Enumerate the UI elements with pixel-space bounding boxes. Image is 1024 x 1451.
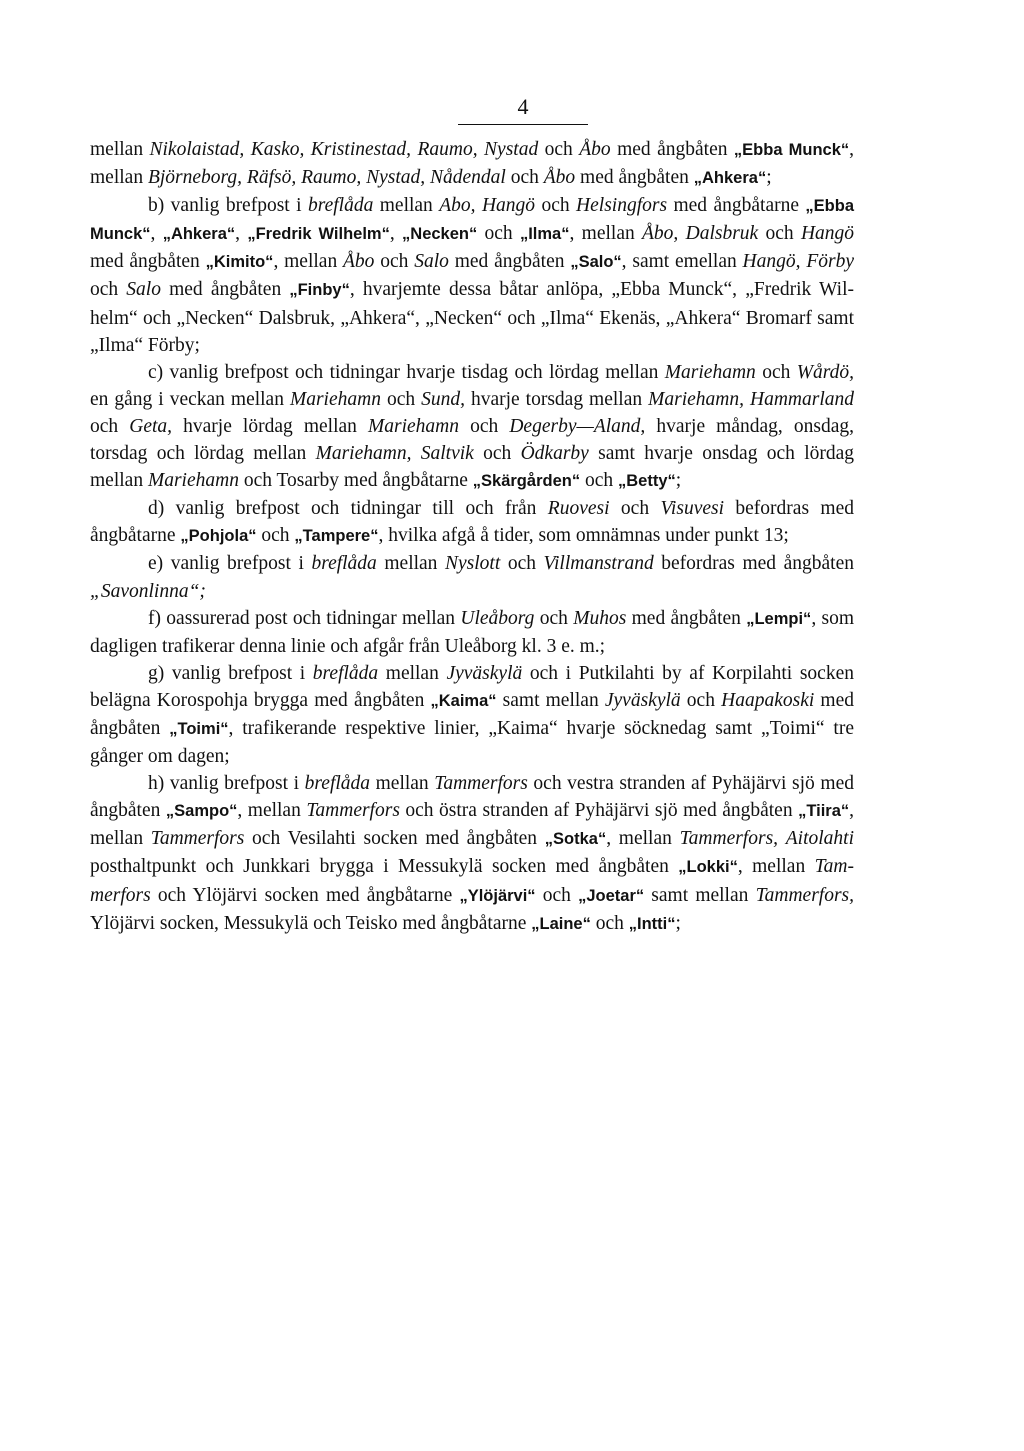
italic-text: Tammerfors — [306, 800, 400, 822]
text-run: , — [389, 223, 403, 245]
vessel-name: „Lempi“ — [746, 609, 812, 628]
text-run: och — [477, 223, 520, 245]
italic-text: breflåda — [307, 195, 374, 217]
vessel-name: „Ilma“ — [519, 225, 570, 244]
italic-text: Nystad — [484, 139, 539, 160]
vessel-name: „Joetar“ — [578, 886, 645, 905]
text-run: mellan — [378, 662, 447, 684]
text-run: mellan — [370, 773, 435, 795]
text-run — [678, 223, 685, 244]
italic-text: Kasko, — [250, 139, 305, 160]
italic-text: Tammerfors — [90, 856, 854, 906]
paragraph — [90, 359, 854, 495]
italic-text: Ödkarby — [520, 443, 589, 465]
text-run: samt mellan — [644, 884, 756, 906]
text-run: och — [374, 251, 415, 273]
vessel-name: „Ebba Munck“ — [90, 197, 855, 244]
text-run: , trafikerande respektive linier, „Kaima“ hvarje söcknedag samt „Toimi“ tre gånger om dagen; — [90, 717, 854, 768]
text-run — [411, 443, 420, 464]
text-run: och — [609, 498, 661, 520]
vessel-name: „Toimi“ — [169, 719, 229, 738]
text-run: med ångbåten — [610, 139, 734, 160]
italic-text: breflåda — [304, 773, 371, 795]
text-run: b) vanlig brefpost i — [148, 195, 308, 217]
text-run: c) vanlig brefpost och tidningar hvarje tisdag och lördag mellan — [148, 361, 665, 383]
text-run: med ångbåten — [90, 689, 855, 739]
text-run: och — [535, 884, 579, 906]
italic-text: Degerby—Aland, — [509, 415, 646, 437]
vessel-name: „Kaima“ — [430, 691, 497, 710]
italic-text: breflåda — [312, 662, 379, 684]
italic-text: Mariehamn — [289, 388, 381, 410]
italic-text: Aitolahti — [785, 828, 854, 850]
italic-text: Haapakoski — [721, 689, 815, 711]
page-header — [458, 96, 588, 125]
italic-text: Åbo — [343, 251, 375, 273]
vessel-name: „Salo“ — [570, 253, 622, 272]
italic-text: Nikolaistad, — [149, 139, 245, 160]
text-run: mellan — [376, 553, 445, 575]
text-run: ; — [766, 167, 772, 189]
italic-text: Åbo — [543, 167, 576, 189]
italic-text: Nystad, — [366, 167, 426, 189]
paragraph — [90, 770, 854, 938]
text-run: med ångbåtarne — [667, 195, 806, 217]
italic-text: Hammarland — [750, 388, 855, 410]
text-run: och — [256, 525, 295, 547]
text-run: och — [380, 388, 422, 410]
vessel-name: „Fredrik Wilhelm“ — [247, 225, 390, 244]
paragraph — [90, 136, 854, 192]
italic-text: Ruovesi — [547, 498, 610, 520]
text-run: , mellan — [90, 800, 854, 850]
text-run: och — [90, 279, 127, 301]
italic-text: Hangö — [800, 223, 855, 245]
text-run: d) vanlig brefpost och tidningar till och från — [148, 498, 548, 520]
text-run: med ångbåten — [90, 251, 206, 273]
page-number: 4 — [517, 94, 529, 119]
body-text — [90, 136, 854, 938]
italic-text: Raumo, — [417, 139, 478, 160]
vessel-name: „Ahkera“ — [162, 225, 236, 244]
text-run: och — [680, 689, 722, 711]
text-run: samt mellan — [496, 689, 605, 711]
italic-text: breflåda — [311, 553, 377, 575]
italic-text: Kristinestad, — [310, 139, 412, 160]
text-run: och — [500, 553, 544, 575]
italic-text: „Savonlinna“; — [90, 580, 206, 602]
text-run: , mellan — [569, 223, 643, 245]
text-run: och — [90, 415, 130, 437]
text-run: e) vanlig brefpost i — [148, 553, 312, 575]
text-run: och — [538, 139, 580, 160]
vessel-name: „Pohjola“ — [180, 527, 257, 546]
italic-text: Förby — [806, 251, 854, 273]
text-run: , — [235, 223, 248, 245]
text-run: mellan — [90, 139, 150, 160]
text-run: med ångbåten — [626, 607, 747, 629]
italic-text: Villmanstrand — [543, 553, 654, 575]
italic-text: Abo, — [439, 195, 476, 217]
text-run: , mellan — [90, 139, 855, 189]
text-run: , mellan — [273, 251, 344, 273]
text-run: och — [590, 912, 629, 934]
vessel-name: „Sotka“ — [544, 830, 607, 849]
text-run: och — [459, 415, 510, 437]
vessel-name: „Laine“ — [531, 914, 591, 933]
text-run: med ångbåten — [575, 167, 694, 189]
text-run: och — [535, 195, 577, 217]
text-run: hvarje måndag, onsdag, torsdag och lördag mellan — [90, 415, 854, 465]
italic-text: Nyslott — [445, 553, 501, 575]
italic-text: Åbo, — [642, 223, 679, 245]
text-run: , som dagligen trafikerar denna linie och afgår från Uleåborg kl. 3 e. m.; — [90, 607, 855, 657]
text-run: ; — [675, 912, 681, 934]
text-run: , mellan — [737, 856, 815, 878]
text-run: Ylöjärvi socken, Messukylä och Teisko med ångbåtarne — [90, 912, 532, 934]
text-run: befordras med ångbåtarne — [90, 498, 854, 547]
text-run: med ångbåten — [448, 251, 571, 273]
text-run: en gång i veckan mellan — [90, 388, 290, 410]
text-run: , — [150, 223, 163, 245]
italic-text: Tammerfors — [434, 773, 528, 795]
italic-text: Uleåborg — [460, 607, 535, 629]
vessel-name: „Ebba Munck“ — [733, 141, 850, 159]
italic-text: Mariehamn — [664, 361, 756, 383]
italic-text: Helsingfors — [576, 195, 668, 217]
italic-text: Dalsbruk — [685, 223, 759, 245]
text-run: , mellan — [237, 800, 307, 822]
text-run: , mellan — [606, 828, 680, 850]
italic-text: Mariehamn, — [648, 388, 744, 410]
vessel-name: „Ahkera“ — [693, 169, 767, 188]
italic-text: Jyväskylä — [604, 689, 681, 711]
text-run: h) vanlig brefpost i — [148, 773, 305, 795]
text-run: samt hvarje onsdag och lördag mellan — [90, 443, 855, 492]
text-run: och — [755, 361, 797, 383]
text-run: och Vesilahti socken med ångbåten — [244, 828, 545, 850]
text-run: g) vanlig brefpost i — [148, 662, 313, 684]
italic-text: Hangö — [481, 195, 536, 217]
vessel-name: „Necken“ — [402, 225, 478, 244]
vessel-name: „Finby“ — [289, 281, 350, 300]
text-run — [778, 828, 786, 849]
text-run: , hvilka afgå å tider, som omnämnas under punkt 13; — [378, 525, 789, 547]
italic-text: Jyväskylä — [446, 662, 523, 684]
text-run: och — [505, 167, 544, 189]
vessel-name: „Betty“ — [617, 472, 676, 491]
text-run: hvarje torsdag mellan — [464, 388, 649, 410]
text-run: och vestra stranden af Pyhäjärvi sjö med ångbåten — [90, 773, 854, 822]
paragraph — [90, 550, 854, 604]
text-run: och — [580, 470, 618, 492]
italic-text: Sund, — [421, 388, 465, 410]
text-run: befordras med ångbåten — [653, 553, 854, 575]
text-run: och — [473, 443, 521, 465]
italic-text: Mariehamn, — [315, 443, 412, 465]
italic-text: Visuvesi — [660, 498, 725, 520]
paragraph — [90, 660, 854, 770]
italic-text: Salo — [414, 251, 449, 273]
vessel-name: „Intti“ — [628, 914, 676, 933]
paragraph — [90, 495, 854, 550]
text-run: f) oassurerad post och tidningar mellan — [148, 607, 461, 629]
italic-text: Salo — [126, 279, 161, 301]
italic-text: Åbo — [579, 139, 611, 160]
italic-text: Björneborg, — [147, 167, 243, 189]
text-run: , hvarjemte dessa båtar anlöpa, „Ebba Munck“, „Fredrik Wilhelm“ och „Necken“ Dalsbruk, „Ahkera“, „Necken“ och „Ilma“ Ekenäs, „Ahkera“ Bromarf samt „Ilma“ Förby; — [90, 279, 854, 356]
text-run: och Tosarby med ångbåtarne — [238, 470, 473, 492]
italic-text: Mariehamn — [368, 415, 459, 437]
text-run: och — [758, 223, 801, 245]
text-run: ; — [675, 470, 682, 492]
vessel-name: „Sampo“ — [165, 802, 238, 821]
page-number-rule — [458, 124, 588, 125]
text-run: och östra stranden af Pyhäjärvi sjö med ångbåten — [399, 800, 799, 822]
italic-text: Geta, — [129, 415, 173, 437]
italic-text: Räfsö, — [246, 167, 297, 189]
text-run: hvarje lördag mellan — [172, 415, 368, 437]
paragraph — [90, 605, 854, 660]
italic-text: Tammerfors, — [755, 884, 855, 906]
text-run: mellan — [373, 195, 440, 217]
italic-text: Mariehamn — [147, 470, 239, 492]
paragraph — [90, 192, 854, 359]
vessel-name: „Ylöjärvi“ — [459, 886, 536, 905]
vessel-name: „Kimito“ — [205, 253, 274, 272]
vessel-name: „Lokki“ — [678, 858, 738, 877]
text-run: och — [534, 607, 574, 629]
italic-text: Muhos — [573, 607, 627, 629]
document-page — [90, 0, 854, 1451]
italic-text: Raumo, — [301, 167, 362, 189]
italic-text: Wårdö, — [796, 361, 855, 383]
text-run: posthaltpunkt och Junkkari brygga i Messukylä socken med ångbåten — [90, 856, 679, 878]
italic-text: Tammerfors — [150, 828, 245, 850]
text-run: och i Putkilahti by af Korpilahti socken belägna Korospohja brygga med ångbåten — [90, 662, 854, 711]
text-run: med ångbåten — [160, 279, 290, 301]
vessel-name: „Tampere“ — [294, 527, 379, 546]
vessel-name: „Skärgården“ — [472, 472, 581, 491]
italic-text: Nådendal — [430, 167, 506, 189]
italic-text: Saltvik — [420, 443, 474, 465]
italic-text: Hangö, — [742, 251, 801, 273]
text-run: , samt emellan — [621, 251, 743, 273]
italic-text: Tammerfors, — [679, 828, 779, 850]
vessel-name: „Tiira“ — [798, 802, 850, 821]
text-run: och Ylöjärvi socken med ångbåtarne — [150, 884, 460, 906]
